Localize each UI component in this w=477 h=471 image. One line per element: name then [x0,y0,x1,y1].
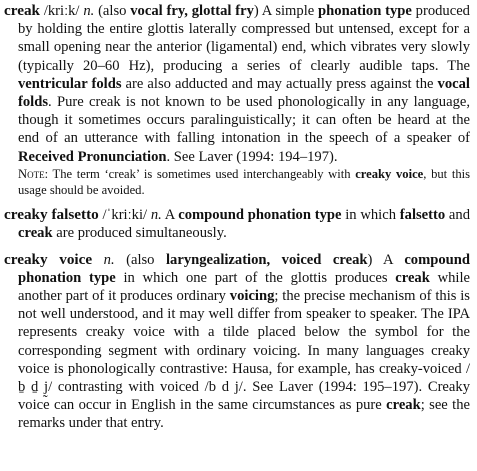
usage-note [4,166,470,198]
note-label: Note: [18,166,49,181]
part-of-speech: n. [150,207,162,224]
note-segments [18,167,470,197]
definition-text: ) A simple [253,3,319,19]
cross-reference-term: phonation type [318,3,412,19]
cross-reference-term: creak [18,225,53,242]
definition-text: ; the precise mechanism of this is not well understood, and it may well differ from speaker to speaker. The IPA represents creaky voice with a tilde placed below the symbol for the corresponding segment with ordinary voicing. In many languages creaky voice is phonologically contrastive: Hausa, for example, has creaky-voiced /ḇ ḏ j̰/ contrasting with voiced /b d j/. See Laver (1994: 195–197). Creaky voice can occur in English in the same circumstances as pure [18,288,470,414]
cross-reference-term: vocal folds [18,75,470,111]
headword: creaky falsetto [4,206,99,224]
definition-text: (also [114,251,166,268]
entry-creaky-falsetto [4,206,470,242]
definition-text: . Pure creak is not known to be used phonologically in any language, though it sometimes occurs paralinguistically; it can often be heard at the end of an utterance with falling intonation in the speech of a speaker of [18,94,470,147]
cross-reference-term: laryngealization, voiced creak [166,251,368,268]
cross-reference-term: creak [386,397,421,414]
definition-text: produced by holding the entire glottis laterally compressed but untensed, except for a small opening near the anterior (ligamental) end, which vibrates very slowly (typically 20–60 Hz), producing a series of clearly audible taps. The [18,3,470,74]
pronunciation: /ˈkriːki/ [102,207,148,224]
cross-reference-term: ventricular folds [18,75,122,92]
headword: creaky voice [4,250,93,268]
definition-text: are also adducted and may actually press against the [121,75,438,92]
definition-text: are produced simultaneously. [52,225,227,242]
headword: creak [4,2,40,19]
cross-reference-term: creak [395,269,430,286]
cross-reference-term: voicing [229,288,275,305]
cross-reference-term: vocal fry, glottal fry [130,3,254,19]
part-of-speech: n. [103,251,115,268]
definition-text: A [161,207,179,224]
definition-segments [18,3,470,165]
cross-reference-term: Received Pronunciation [18,148,167,165]
entry-creaky-voice [4,251,470,433]
cross-reference-term: creaky voice [355,166,424,181]
part-of-speech: n. [83,3,95,19]
cross-reference-term: compound phonation type [18,251,471,286]
definition-text: , but this usage should be avoided. [18,166,471,198]
definition-text: and [445,207,470,224]
cross-reference-term: falsetto [399,207,446,224]
entry-body [4,2,470,166]
entry-creak [4,2,470,198]
definition-text: in which one part of the glottis produces [115,269,396,286]
definition-text: ; see the remarks under that entry. [18,397,470,432]
definition-text: The term ‘creak’ is sometimes used interchangeably with [48,166,356,181]
definition-text: (also [94,3,131,19]
cross-reference-term: compound phonation type [178,207,342,224]
entry-body [4,251,470,433]
definition-text: while another part of it produces ordinary [18,269,470,305]
definition-text: ) A [367,251,405,268]
definition-segments [18,252,470,432]
definition-text: in which [341,207,400,224]
dictionary-page [4,2,470,433]
pronunciation: /kriːk/ [43,3,80,19]
entry-body [4,206,470,242]
definition-text: . See Laver (1994: 194–197). [166,148,338,165]
